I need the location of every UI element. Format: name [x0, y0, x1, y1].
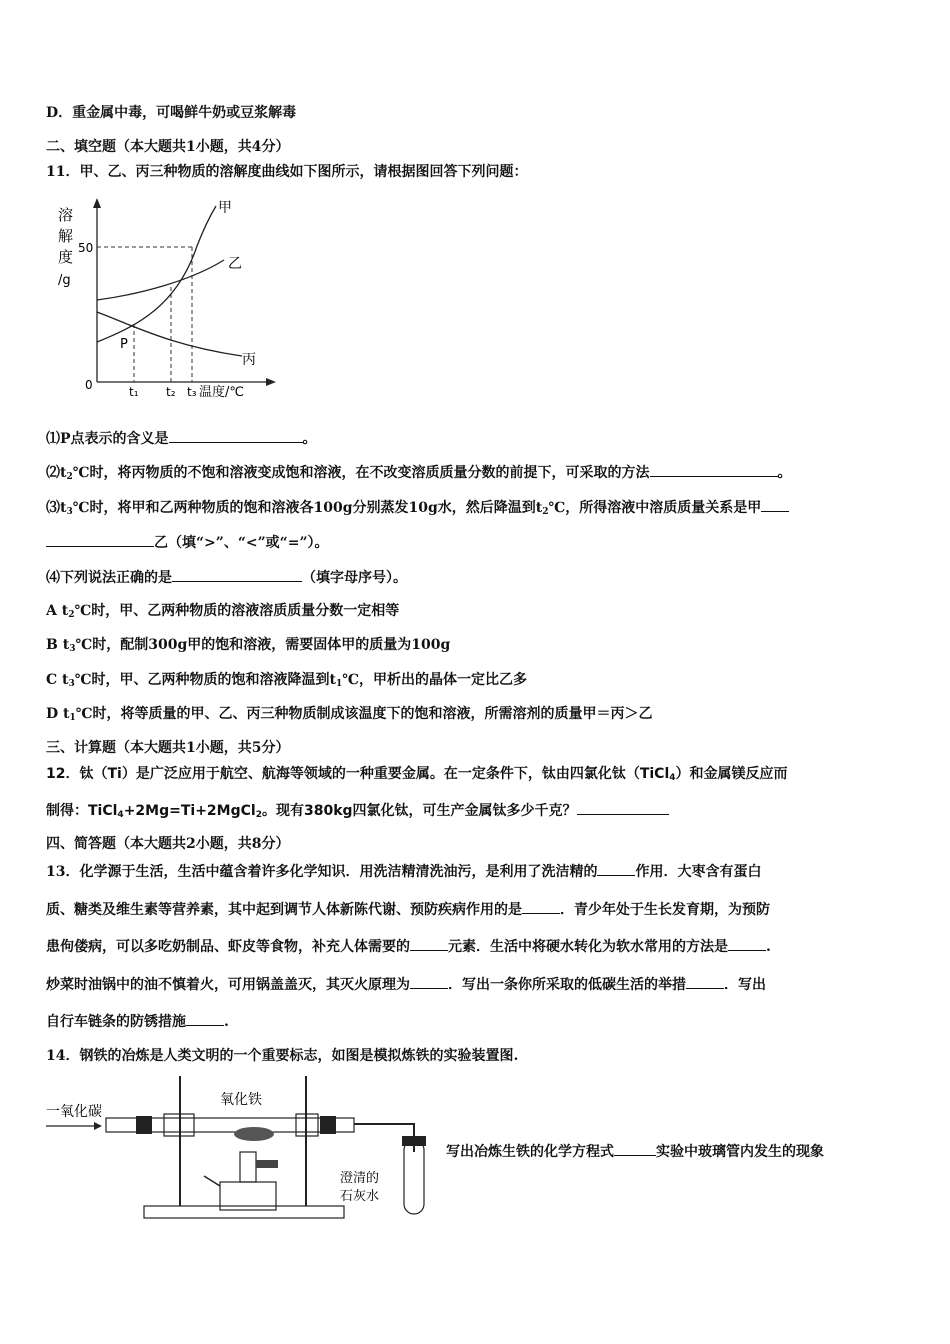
limewater-label-2: 石灰水 — [340, 1189, 380, 1204]
answer-blank[interactable] — [172, 567, 302, 582]
x-label: 温度/℃ — [199, 385, 244, 400]
section-3-title: 三、计算题（本大题共1小题，共5分） — [46, 740, 290, 756]
label-bing: 丙 — [242, 352, 256, 368]
q11-part-2: $⑵t_2℃$时，将丙物质的不饱和溶液变成饱和溶液，在不改变溶质质量分数的前提下，可采取的方法 。 — [46, 462, 792, 487]
answer-blank[interactable] — [46, 532, 154, 547]
arrow-head-icon — [94, 1122, 102, 1130]
origin-label: 0 — [85, 378, 93, 392]
limewater-label-1: 澄清的 — [340, 1171, 380, 1186]
section-4-title: 四、简答题（本大题共2小题，共8分） — [46, 836, 290, 852]
curve-bing — [97, 312, 242, 356]
answer-blank[interactable] — [577, 800, 669, 815]
point-p: P — [120, 337, 128, 352]
q11-option-c: C $t_3℃$时，甲、乙两种物质的饱和溶液降温到$t_1℃$，甲析出的晶体一定比乙多 — [46, 672, 528, 689]
q11-option-a: A $t_2℃$时，甲、乙两种物质的溶液溶质质量分数一定相等 — [46, 603, 400, 620]
y-label-3: 度 — [58, 248, 74, 266]
answer-blank[interactable] — [761, 497, 789, 512]
tube-stopper — [402, 1136, 426, 1146]
q11-part-3-cont: 乙（填“>”、“<”或“=”）。 — [46, 532, 329, 553]
answer-blank[interactable] — [728, 936, 766, 951]
x-tick-t3: t₃ — [187, 385, 197, 399]
label-jia: 甲 — [218, 200, 232, 216]
q13-line-1: 13．化学源于生活，生活中蕴含着许多化学知识．用洗洁精清洗油污，是利用了洗洁精的 作用．大枣含有蛋白 — [46, 861, 761, 882]
answer-blank[interactable] — [614, 1141, 656, 1156]
q11-part-4: ⑷下列说法正确的是 （填字母序号）。 — [46, 567, 407, 588]
answer-blank[interactable] — [186, 1011, 224, 1026]
y-label-2: 解 — [58, 227, 74, 245]
q13-line-5: 自行车链条的防锈措施 . — [46, 1011, 229, 1032]
section-2-title: 二、填空题（本大题共1小题，共4分） — [46, 139, 290, 155]
stopper-left — [136, 1116, 152, 1134]
x-tick-t2: t₂ — [166, 385, 176, 399]
q14-stem: 14．钢铁的冶炼是人类文明的一个重要标志，如图是模拟炼铁的实验装置图. — [46, 1048, 519, 1064]
answer-blank[interactable] — [650, 462, 778, 477]
q14-question-tail: 写出冶炼生铁的化学方程式 实验中玻璃管内发生的现象 — [446, 1141, 824, 1162]
y-label-4: /g — [58, 273, 71, 288]
y-tick-50: 50 — [78, 241, 94, 255]
co-label: 一氧化碳 — [46, 1104, 102, 1120]
y-axis-arrow-icon — [93, 198, 101, 208]
burner-tube — [240, 1152, 256, 1182]
x-axis-arrow-icon — [266, 378, 276, 386]
answer-blank[interactable] — [597, 861, 635, 876]
solubility-graph — [52, 196, 282, 406]
burner-handle — [204, 1176, 220, 1186]
gas-valve — [256, 1160, 278, 1168]
y-label-1: 溶 — [58, 206, 74, 224]
q11-stem: 11．甲、乙、丙三种物质的溶解度曲线如下图所示，请根据图回答下列问题： — [46, 164, 528, 180]
answer-blank[interactable] — [169, 428, 303, 443]
q11-part-1: ⑴P点表示的含义是 。 — [46, 428, 317, 449]
stopper-right — [320, 1116, 336, 1134]
answer-blank[interactable] — [410, 936, 448, 951]
answer-blank[interactable] — [410, 974, 448, 989]
q11-part-3: $⑶t_3℃$时，将甲和乙两种物质的饱和溶液各100g分别蒸发10g水，然后降温到$t_2℃$，所得溶液中溶质质量关系是甲 — [46, 497, 789, 522]
q13-line-3: 患佝偻病，可以多吃奶制品、虾皮等食物，补充人体需要的 元素．生活中将硬水转化为软水常用的方法是 . — [46, 936, 771, 957]
q12-line-2: 制得：TiCl$_4$+2Mg=Ti+2MgCl$_2$。现有380kg四氯化钛，可生产金属钛多少千克？ — [46, 800, 669, 825]
x-tick-t1: t₁ — [129, 385, 139, 399]
q11-option-b: B $t_3℃$时，配制300g甲的饱和溶液，需要固体甲的质量为100g — [46, 637, 451, 654]
q11-option-d: D $t_1℃$时，将等质量的甲、乙、丙三种物质制成该温度下的饱和溶液，所需溶剂的质量甲＝丙＞乙 — [46, 706, 653, 723]
label-yi: 乙 — [228, 256, 242, 272]
answer-blank[interactable] — [522, 899, 560, 914]
q10-option-d: D．重金属中毒，可喝鲜牛奶或豆浆解毒 — [46, 105, 297, 121]
q12-line-1: 12．钛（Ti）是广泛应用于航空、航海等领域的一种重要金属。在一定条件下，钛由四氯化钛（TiCl$_4$）和金属镁反应而 — [46, 766, 788, 783]
q13-line-4: 炒菜时油锅中的油不慎着火，可用锅盖盖灭，其灭火原理为 ．写出一条你所采取的低碳生活的举措 ．写出 — [46, 974, 766, 995]
stand-base — [144, 1206, 344, 1218]
fe2o3-label: 氧化铁 — [220, 1092, 262, 1108]
answer-blank[interactable] — [686, 974, 724, 989]
curve-yi — [97, 260, 224, 300]
smelting-apparatus — [44, 1074, 444, 1224]
iron-oxide-powder — [234, 1127, 274, 1141]
q13-line-2: 质、糖类及维生素等营养素，其中起到调节人体新陈代谢、预防疾病作用的是 ．青少年处于生长发育期，为预防 — [46, 899, 770, 920]
